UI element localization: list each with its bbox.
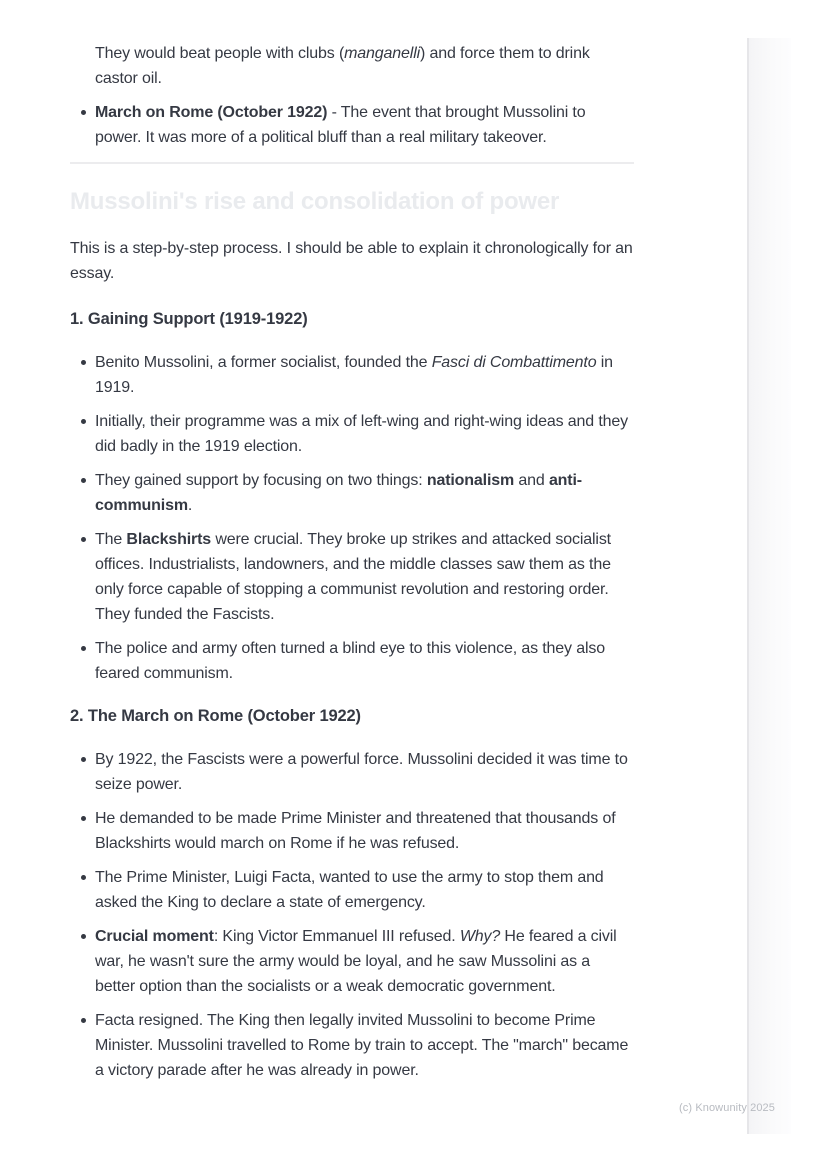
doc-bullet: They gained support by focusing on two things: nationalism and anti-communism. (70, 468, 634, 518)
doc-bullet: March on Rome (October 1922) - The event that brought Mussolini to power. It was more of a political bluff than a real military takeover. (70, 100, 634, 150)
doc-heading2: Mussolini's rise and consolidation of power (70, 188, 560, 215)
copyright-footer: (c) Knowunity 2025 (679, 1102, 775, 1114)
doc-heading3: 1. Gaining Support (1919-1922) (70, 310, 308, 328)
doc-bullet: Facta resigned. The King then legally invited Mussolini to become Prime Minister. Mussolini travelled to Rome by train to accept. The "march" became a victory parade after he was already in power. (70, 1008, 634, 1083)
doc-bullet: He demanded to be made Prime Minister and threatened that thousands of Blackshirts would march on Rome if he was refused. (70, 806, 634, 856)
document-body (70, 41, 634, 1092)
doc-paragraph: This is a step-by-step process. I should be able to explain it chronologically for an essay. (70, 240, 633, 282)
doc-bullet: The Prime Minister, Luigi Facta, wanted to use the army to stop them and asked the King to declare a state of emergency. (70, 865, 634, 915)
doc-bullet: The police and army often turned a blind eye to this violence, as they also feared communism. (70, 636, 634, 686)
doc-bullet: By 1922, the Fascists were a powerful force. Mussolini decided it was time to seize power. (70, 747, 634, 797)
section-divider (70, 162, 634, 164)
doc-heading3: 2. The March on Rome (October 1922) (70, 707, 361, 725)
doc-bullet: The Blackshirts were crucial. They broke up strikes and attacked socialist offices. Industrialists, landowners, and the middle classes saw them as the only force capable of stopping a communist revolution and restoring order. They funded the Fascists. (70, 527, 634, 627)
doc-list_continuation: They would beat people with clubs (manganelli) and force them to drink castor oil. (95, 45, 590, 87)
doc-bullet: Initially, their programme was a mix of left-wing and right-wing ideas and they did badly in the 1919 election. (70, 409, 634, 459)
doc-bullet: Crucial moment: King Victor Emmanuel III refused. Why? He feared a civil war, he wasn't sure the army would be loyal, and he saw Mussolini as a better option than the socialists or a weak democratic government. (70, 924, 634, 999)
next-page-preview[interactable] (747, 38, 791, 1134)
doc-bullet: Benito Mussolini, a former socialist, founded the Fasci di Combattimento in 1919. (70, 350, 634, 400)
